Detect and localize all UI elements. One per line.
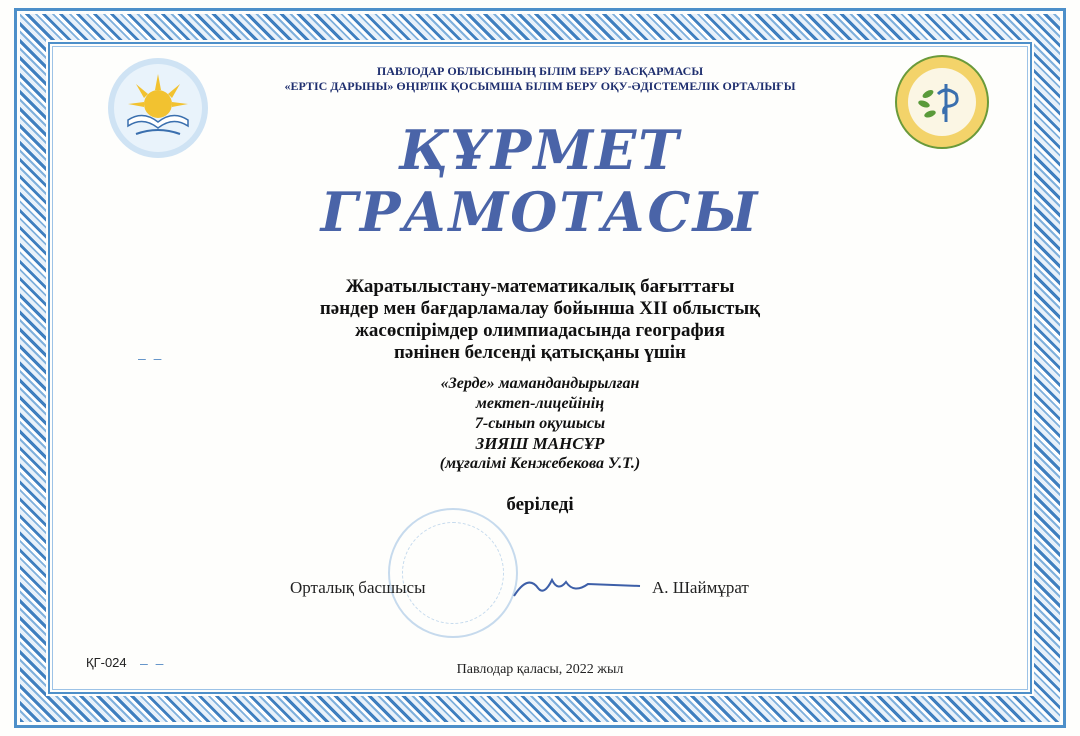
reason-line-3: жасөспірімдер олимпиадасында география [355,320,725,341]
teacher-line: (мұғалімі Кенжебекова У.Т.) [439,455,641,472]
issuer-line-1: ПАВЛОДАР ОБЛЫСЫНЫҢ БІЛІМ БЕРУ БАСҚАРМАСЫ [376,64,704,78]
title-line-1: ҚҰРМЕТ [399,118,681,182]
award-reason [230,276,850,364]
issuer-line-2: «ЕРТІС ДАРЫНЫ» ӨҢІРЛІК ҚОСЫМША БІЛІМ БЕРУ ОҚУ-ӘДІСТЕМЕЛІК ОРТАЛЫҒЫ [284,79,796,93]
school-line-1: «Зерде» мамандандырылған [440,375,640,392]
issuer-header [240,64,840,94]
awarded-text: беріледі [506,494,574,515]
document-code: ҚГ-024 [86,655,127,670]
title-line-2: ГРАМОТАСЫ [320,180,760,244]
reason-line-1: Жаратылыстану-математикалық бағыттағы [345,276,735,297]
leaf-emblem-icon [894,54,990,150]
recipient-block [290,374,790,474]
stamp-seal [388,508,518,638]
signatory-name: А. Шаймұрат [652,578,749,597]
signature-scribble [508,566,648,606]
reason-line-2: пәндер мен бағдарламалау бойынша XII облыстық [319,298,761,319]
school-line-2: мектеп-лицейінің [475,395,605,412]
grade-line: 7-сынып оқушысы [474,415,606,432]
place-year: Павлодар қаласы, 2022 жыл [456,662,624,677]
mark-left: – – [138,350,164,366]
signatory-position: Орталық басшысы [290,578,426,597]
reason-line-4: пәнінен белсенді қатысқаны үшін [393,342,686,363]
recipient-name: ЗИЯШ МАНСҰР [475,434,605,453]
sun-book-emblem-icon [106,56,210,160]
mark-bottom: – – [140,655,166,671]
